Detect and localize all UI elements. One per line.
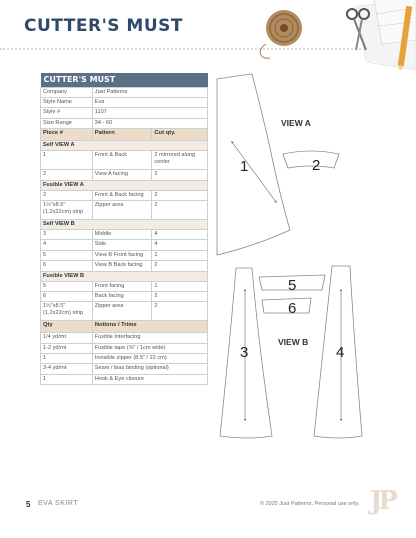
pattern-piece-1 bbox=[217, 74, 290, 255]
view-b-label: VIEW B bbox=[278, 337, 309, 347]
pattern-piece-6 bbox=[262, 298, 311, 313]
page-title: CUTTER'S MUST bbox=[24, 16, 183, 36]
pattern-piece-2 bbox=[283, 151, 339, 168]
table-title: CUTTER'S MUST bbox=[41, 73, 208, 87]
table-row: 2 Front & Back facing 2 bbox=[41, 190, 208, 200]
table-row: 1½"x8.5" (1.2x22cm) strip Zipper area 2 bbox=[41, 302, 208, 321]
table-row: 1 Hook & Eye closure bbox=[41, 374, 208, 384]
piece-3-label: 3 bbox=[240, 344, 249, 361]
brand-logo: JP bbox=[370, 486, 394, 516]
page-number: 5 bbox=[26, 500, 31, 509]
table-row: 6 Back facing 2 bbox=[41, 291, 208, 301]
table-row: Style Name Eva bbox=[41, 97, 208, 107]
pattern-pieces-diagram bbox=[206, 72, 406, 444]
table-row: Size Range 34 - 60 bbox=[41, 118, 208, 128]
piece-5-label: 5 bbox=[288, 277, 297, 294]
table-row: Company Just Patterns bbox=[41, 87, 208, 97]
section-row: Fusible VIEW A bbox=[41, 180, 208, 190]
table-row: 5 View B Front facing 1 bbox=[41, 250, 208, 260]
section-row: Self VIEW A bbox=[41, 141, 208, 151]
pattern-name: EVA SKIRT bbox=[38, 500, 79, 507]
view-a-label: VIEW A bbox=[281, 118, 311, 128]
piece-6-label: 6 bbox=[288, 300, 297, 317]
table-row: 5 Front facing 1 bbox=[41, 281, 208, 291]
table-row: 1/4 yd/mt Fusible Interfacing bbox=[41, 333, 208, 343]
piece-2-label: 2 bbox=[312, 157, 321, 174]
notions-header-row: Qty Notions / Trims bbox=[41, 321, 208, 333]
section-row: Fusible VIEW B bbox=[41, 271, 208, 281]
piece-4-label: 4 bbox=[336, 344, 345, 361]
table-row: 1 Invisible zipper (8.5" / 22 cm) bbox=[41, 354, 208, 364]
table-row: 1 Front & Back 2 mirrored along center bbox=[41, 151, 208, 170]
table-row: Style # 1107 bbox=[41, 108, 208, 118]
section-row: Self VIEW B bbox=[41, 219, 208, 229]
table-row: 2 View A facing 2 bbox=[41, 170, 208, 180]
sewing-tools-illustration bbox=[256, 0, 416, 70]
cutters-must-table bbox=[40, 73, 208, 385]
piece-1-label: 1 bbox=[240, 158, 249, 175]
table-row: 1-2 yd/mt Fusible tape (⅜" / 1cm wide) bbox=[41, 343, 208, 353]
table-row: 3 Middle 4 bbox=[41, 229, 208, 239]
table-row: 1½"x8.5" (1.2x22cm) strip Zipper area 2 bbox=[41, 200, 208, 219]
table-header-row: Piece # Pattern Cut qty. bbox=[41, 129, 208, 141]
table-row: 6 View B Back facing 2 bbox=[41, 261, 208, 271]
table-row: 3-4 yd/mt Seam / bias binding (optional) bbox=[41, 364, 208, 374]
copyright-notice: © 2025 Just Patterns. Personal use only. bbox=[260, 501, 360, 507]
table-row: 4 Side 4 bbox=[41, 240, 208, 250]
